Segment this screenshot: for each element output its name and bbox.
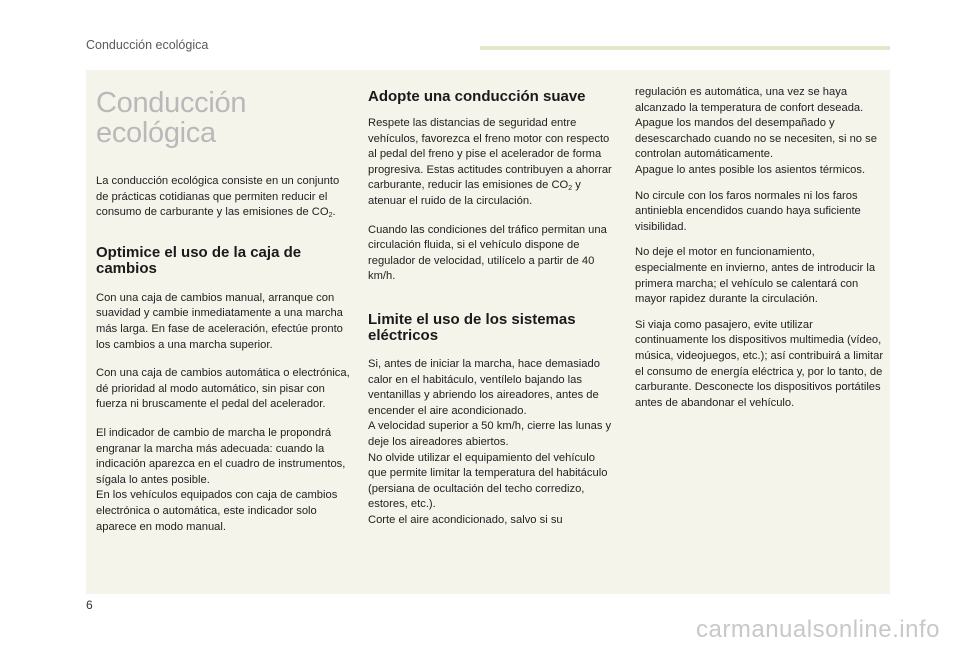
safety-distance-end: y atenuar el ruido de la circulación.	[368, 179, 581, 207]
paragraph-regulation	[635, 85, 885, 179]
intro-text: La conducción ecológica consiste en un conjunto de prácticas cotidianas que permiten reducir el consumo de carburante y las emisiones de CO	[96, 175, 340, 219]
watermark: carmanualsonline.info	[696, 616, 940, 643]
intro-paragraph	[96, 174, 354, 221]
paragraph-engine-idle: No deje el motor en funcionamiento, especialmente en invierno, antes de introducir la primera marcha; el vehículo se calentará con mayor rapidez durante la circulación.	[635, 246, 876, 306]
paragraph-ventilation	[368, 357, 614, 529]
header-rule	[480, 46, 890, 50]
defrost-text: Apague los mandos del desempañado y desescarchado cuando no se necesiten, si no se controlan automáticamente.	[635, 117, 877, 161]
regulation-text: regulación es automática, una vez se haya alcanzado la temperatura de confort deseada.	[635, 86, 864, 114]
running-header: Conducción ecológica	[86, 38, 209, 52]
section-title-gearbox: Optimice el uso de la caja de cambios	[96, 243, 302, 277]
paragraph-multimedia: Si viaja como pasajero, evite utilizar continuamente los dispositivos multimedia (vídeo, música, videojuegos, etc.); así contribuirá a limitar el consumo de energía eléctrica y, por lo tanto, de carburante. Desconecte los dispositivos portátiles antes de abandonar el vehículo.	[635, 318, 884, 409]
paragraph-headlights: No circule con los faros normales ni los faros antiniebla encendidos cuando haya suficiente visibilidad.	[635, 189, 861, 233]
equipment-text: No olvide utilizar el equipamiento del vehículo que permite limitar la temperatura del habitáculo (persiana de ocultación del techo corredizo, estores, etc.).	[368, 451, 608, 511]
section-title-electrical-systems: Limite el uso de los sistemas eléctricos	[368, 310, 576, 344]
air-conditioning-text: Corte el aire acondicionado, salvo si su	[368, 513, 563, 526]
paragraph-cruise-control: Cuando las condiciones del tráfico permitan una circulación fluida, si el vehículo dispone de regulador de velocidad, utilícelo a partir de 40 km/h.	[368, 223, 607, 283]
page-number: 6	[86, 598, 93, 612]
column-2	[368, 70, 614, 528]
paragraph-manual-gearbox: Con una caja de cambios manual, arranque con suavidad y cambie inmediatamente a una marcha más larga. En fase de aceleración, efectúe pronto los cambios a una marcha superior.	[96, 291, 343, 351]
heated-seats-text: Apague lo antes posible los asientos térmicos.	[635, 163, 866, 176]
safety-distance-text: Respete las distancias de seguridad entre vehículos, favorezca el freno motor con respecto al pedal del freno y pise el acelerador de forma progresiva. Estas actitudes contribuyen a ahorrar carburante, reducir las emisiones de CO	[368, 117, 612, 192]
page-title: Conducción ecológica	[96, 87, 247, 149]
windows-text: A velocidad superior a 50 km/h, cierre las lunas y deje los aireadores abiertos.	[368, 420, 612, 448]
section-title-smooth-driving: Adopte una conducción suave	[368, 88, 586, 105]
ventilation-text: Si, antes de iniciar la marcha, hace demasiado calor en el habitáculo, ventílelo bajando las ventanillas y abriendo los aireadores, antes de encender el aire acondicionado.	[368, 357, 600, 417]
paragraph-automatic-gearbox: Con una caja de cambios automática o electrónica, dé prioridad al modo automático, sin pisar con fuerza ni bruscamente el pedal del acelerador.	[96, 367, 350, 411]
paragraph-safety-distance	[368, 116, 614, 210]
gear-indicator-text: El indicador de cambio de marcha le propondrá engranar la marcha más adecuada: cuando la indicación aparezca en el cuadro de instrumentos, sígala lo antes posible.	[96, 426, 346, 486]
intro-end: .	[332, 206, 336, 219]
paragraph-gear-indicator	[96, 426, 354, 535]
gear-indicator-note: En los vehículos equipados con caja de cambios electrónica o automática, este indicador solo aparece en modo manual.	[96, 489, 338, 533]
column-3	[635, 70, 885, 411]
intro-subscript: 2	[328, 212, 333, 220]
content-panel	[86, 70, 890, 594]
safety-distance-subscript: 2	[568, 185, 573, 193]
column-1	[96, 70, 354, 535]
